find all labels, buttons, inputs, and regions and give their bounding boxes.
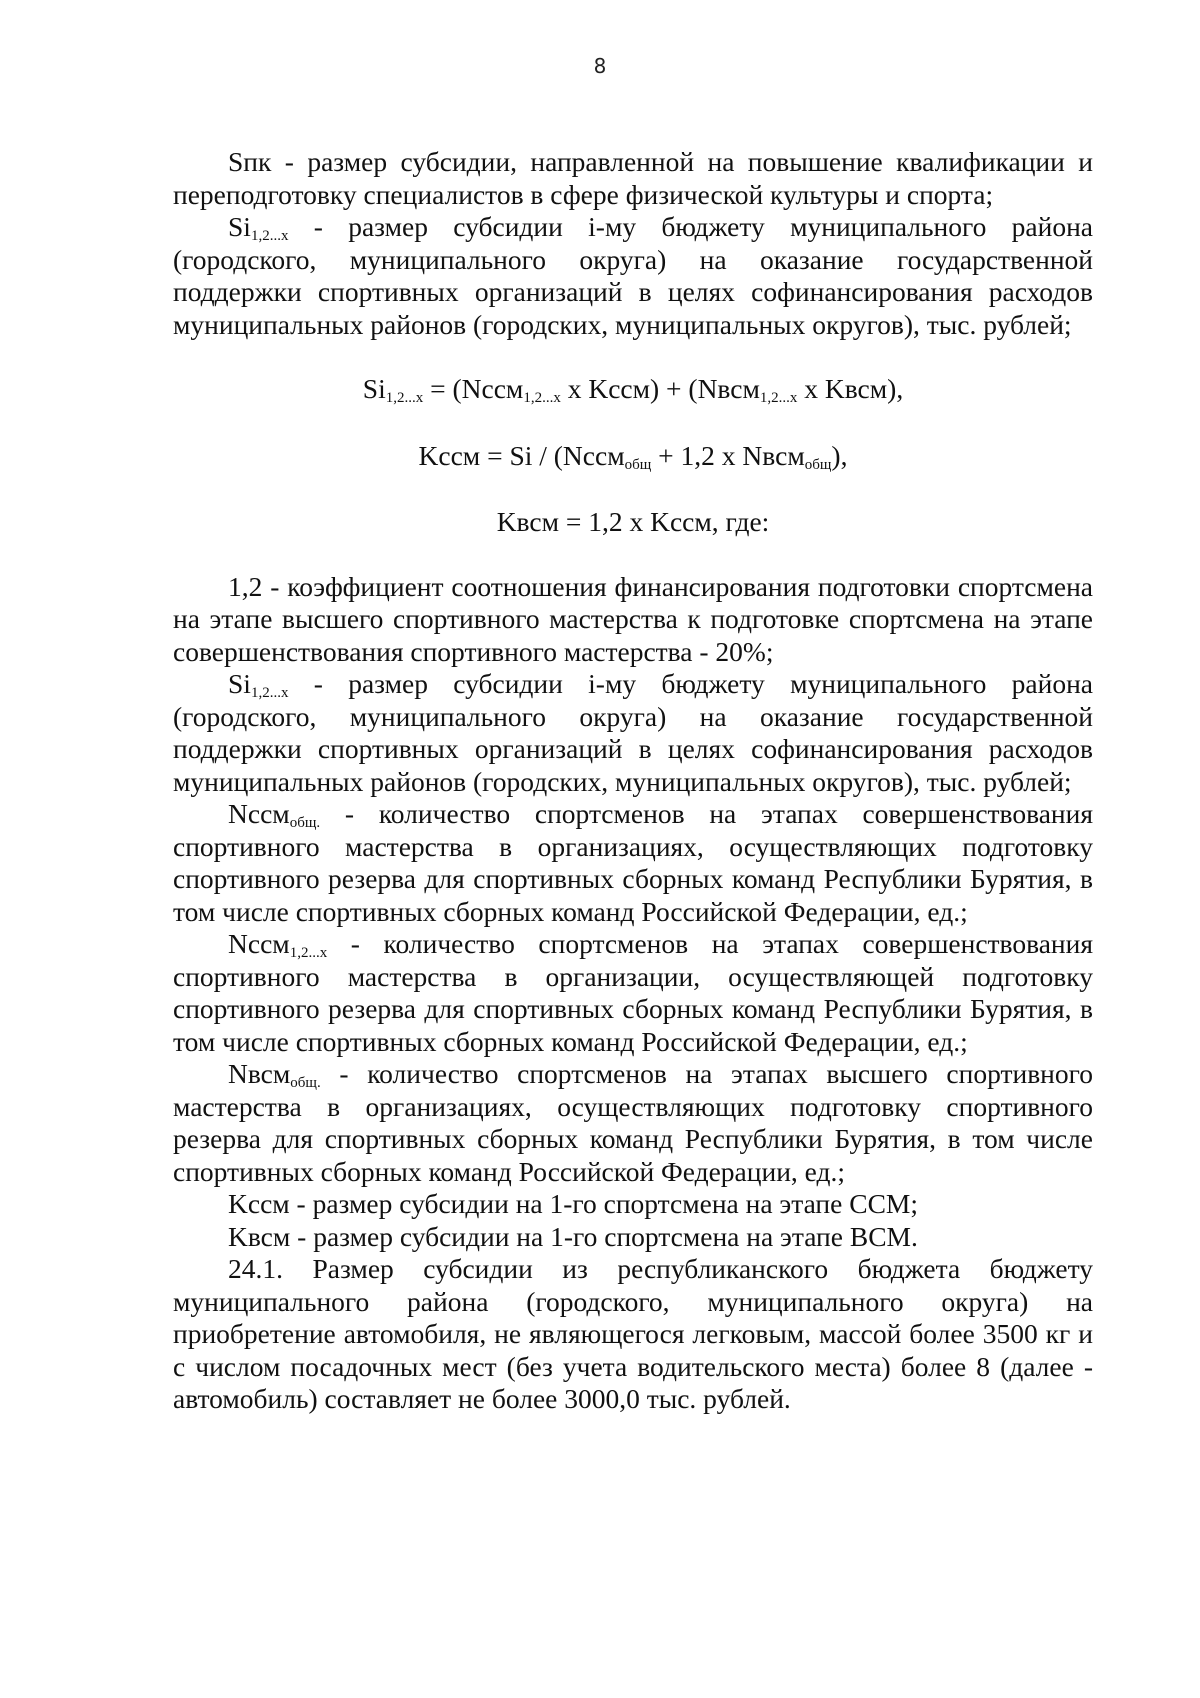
paragraph-nssm-i xyxy=(173,928,1093,1058)
formula-part: + 1,2 x Nвсм xyxy=(651,439,805,471)
page-number: 8 xyxy=(593,54,607,78)
paragraph-kvsm: Kвсм - размер субсидии на 1-го спортсмена на этапе ВСМ. xyxy=(228,1220,918,1252)
definition-text: - количество спортсменов на этапах высшего спортивного мастерства в организациях, осуществляющих подготовку спортивного резерва для спортивных сборных команд Республики Бурятия, в том числе спортивных сборных команд Российской Федерации, ед.; xyxy=(173,1058,1093,1187)
subscript: общ xyxy=(624,456,652,473)
symbol-nvsm: Nвсм xyxy=(228,1058,291,1089)
symbol-nssm: Nссм xyxy=(228,928,290,959)
subscript: 1,2...x xyxy=(289,944,328,961)
subscript: общ. xyxy=(290,1074,321,1091)
subscript: общ xyxy=(804,456,832,473)
symbol-nssm: Nссм xyxy=(228,798,290,829)
formula-part: Kссм = Si / (Nссм xyxy=(418,439,625,471)
paragraph-kssm: Kссм - размер субсидии на 1-го спортсмена на этапе ССМ; xyxy=(228,1188,919,1219)
formula-part: x Kссм) + (Nвсм xyxy=(560,373,760,404)
paragraph-nvsm-total xyxy=(173,1058,1093,1188)
definition-text: - количество спортсменов на этапах совершенствования спортивного мастерства в организациях, осуществляющих подготовку спортивного резерва для спортивных сборных команд Республики Бурятия, в том числе спортивных сборных команд Российской Федерации, ед.; xyxy=(173,798,1093,927)
definition-text: - размер субсидии i-му бюджету муниципального района (городского, муниципального округа) на оказание государственной поддержки спортивных организаций в целях софинансирования расходов муниципальных районов (городских, муниципальных округов), тыс. рублей; xyxy=(173,668,1093,797)
subscript: 1,2...x xyxy=(385,389,424,406)
subscript: 1,2...x xyxy=(250,684,289,701)
formula-part: x Kвсм), xyxy=(797,373,904,404)
subscript: 1,2...x xyxy=(523,389,561,406)
paragraph-si-definition xyxy=(173,211,1093,341)
document-body xyxy=(173,146,1093,1416)
symbol-si: Si xyxy=(228,668,251,699)
formula-part: ), xyxy=(831,439,848,471)
subscript: 1,2...x xyxy=(250,227,289,244)
paragraph-si-definition-repeat xyxy=(173,668,1093,798)
paragraph-spk xyxy=(173,146,1093,211)
definition-text: - количество спортсменов на этапах совершенствования спортивного мастерства в организации, осуществляющей подготовку спортивного резерва для спортивных сборных команд Республики Бурятия, в том числе спортивных сборных команд Российской Федерации, ед.; xyxy=(173,928,1093,1057)
paragraph-coefficient: 1,2 - коэффициент соотношения финансирования подготовки спортсмена на этапе высшего спортивного мастерства к подготовке спортсмена на этапе совершенствования спортивного мастерства - 20%; xyxy=(173,570,1093,667)
subscript: 1,2...x xyxy=(759,389,798,406)
formula-part: Si xyxy=(362,373,386,404)
symbol-spk: Sпк xyxy=(228,146,272,177)
subscript: общ. xyxy=(289,814,321,831)
paragraph-item-24-1: 24.1. Размер субсидии из республиканского бюджета бюджету муниципального района (городского, муниципального округа) на приобретение автомобиля, не являющегося легковым, массой более 3500 кг и с числом посадочных мест (без учета водительского места) более 8 (далее - автомобиль) составляет не более 3000,0 тыс. рублей. xyxy=(173,1253,1093,1414)
formula-part: = (Nссм xyxy=(423,373,524,404)
paragraph-nssm-total xyxy=(173,798,1093,928)
definition-text: - размер субсидии, направленной на повышение квалификации и переподготовку специалистов в сфере физической культуры и спорта; xyxy=(173,146,1093,210)
formula-kssm xyxy=(173,440,1093,473)
symbol-si: Si xyxy=(228,211,251,242)
formula-si xyxy=(173,373,1093,406)
formula-kvsm: Kвсм = 1,2 x Kссм, где: xyxy=(496,506,770,537)
definition-text: - размер субсидии i-му бюджету муниципального района (городского, муниципального округа) на оказание государственной поддержки спортивных организаций в целях софинансирования расходов муниципальных районов (городских, муниципальных округов), тыс. рублей; xyxy=(173,211,1093,340)
